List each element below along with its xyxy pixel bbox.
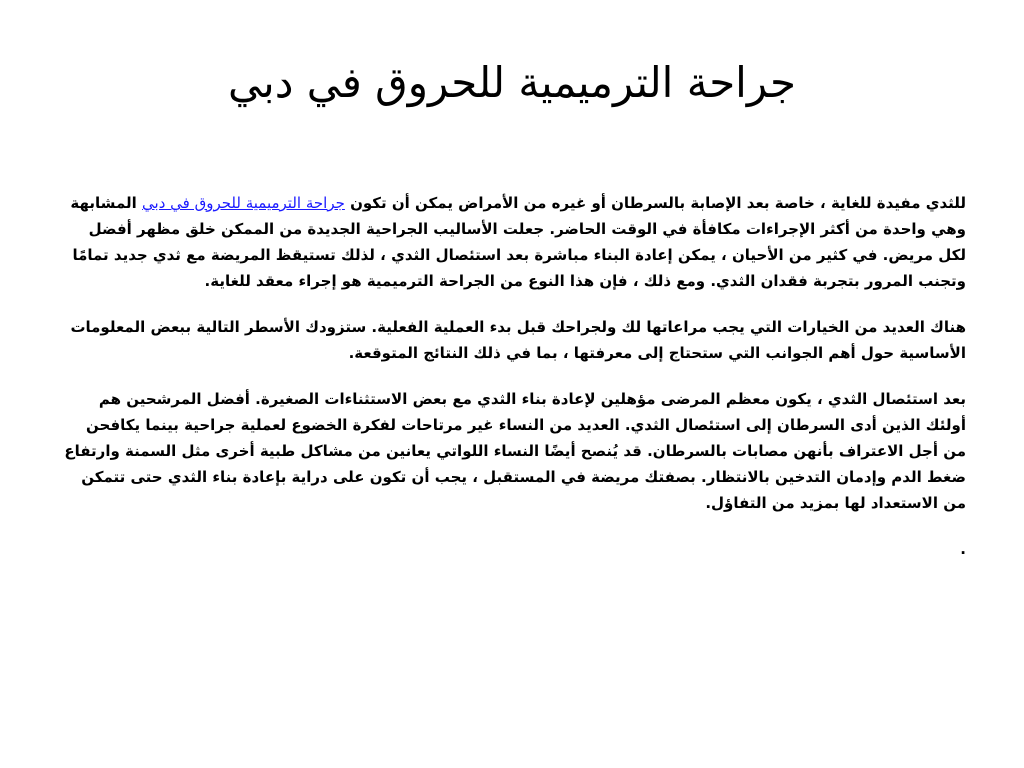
paragraph-3: بعد استئصال الثدي ، يكون معظم المرضى مؤهلين لإعادة بناء الثدي مع بعض الاستثناءات الصغيرة. أفضل المرشحين هم أولئك الذين أدى السرطان إلى استئصال الثدي. العديد من النساء غير مرتاحات لفكرة الخضوع لعملية جراحية بينما يكافحن من أجل الاعتراف بأنهن مصابات بالسرطان. قد يُنصح أيضًا النساء اللواتي يعانين من مشاكل طبية أخرى مثل السمنة وارتفاع ضغط الدم وإدمان التدخين بالانتظار. بصفتك مريضة في المستقبل ، يجب أن تكون على دراية بإعادة بناء الثدي حتى تتمكن من الاستعداد لها بمزيد من التفاؤل.	[64, 390, 966, 512]
slide-title: جراحة الترميمية للحروق في دبي	[228, 58, 796, 107]
burn-reconstructive-surgery-link[interactable]: جراحة الترميمية للحروق في دبي	[142, 194, 345, 212]
paragraph-1	[62, 190, 966, 294]
slide-body	[62, 190, 966, 582]
paragraph-1-text-after-link: المشابهة وهي واحدة من أكثر الإجراءات مكافأة في الوقت الحاضر. جعلت الأساليب الجراحية الجديدة من الممكن خلق مظهر أفضل لكل مريض. في كثير من الأحيان ، يمكن إعادة البناء مباشرة بعد استئصال الثدي ، لذلك تستيقظ المريضة مع ثدي جديد تمامًا وتجنب المرور بتجربة فقدان الثدي. ومع ذلك ، فإن هذا النوع من الجراحة الترميمية هو إجراء معقد للغاية.	[70, 194, 966, 290]
paragraph-1-text-before-link: للثدي مفيدة للغاية ، خاصة بعد الإصابة بالسرطان أو غيره من الأمراض يمكن أن تكون	[344, 194, 966, 212]
trailing-period: .	[960, 540, 966, 558]
paragraph-2: هناك العديد من الخيارات التي يجب مراعاتها لك ولجراحك قبل بدء العملية الفعلية. ستزودك الأسطر التالية ببعض المعلومات الأساسية حول أهم الجوانب التي ستحتاج إلى معرفتها ، بما في ذلك النتائج المتوقعة.	[70, 318, 966, 362]
